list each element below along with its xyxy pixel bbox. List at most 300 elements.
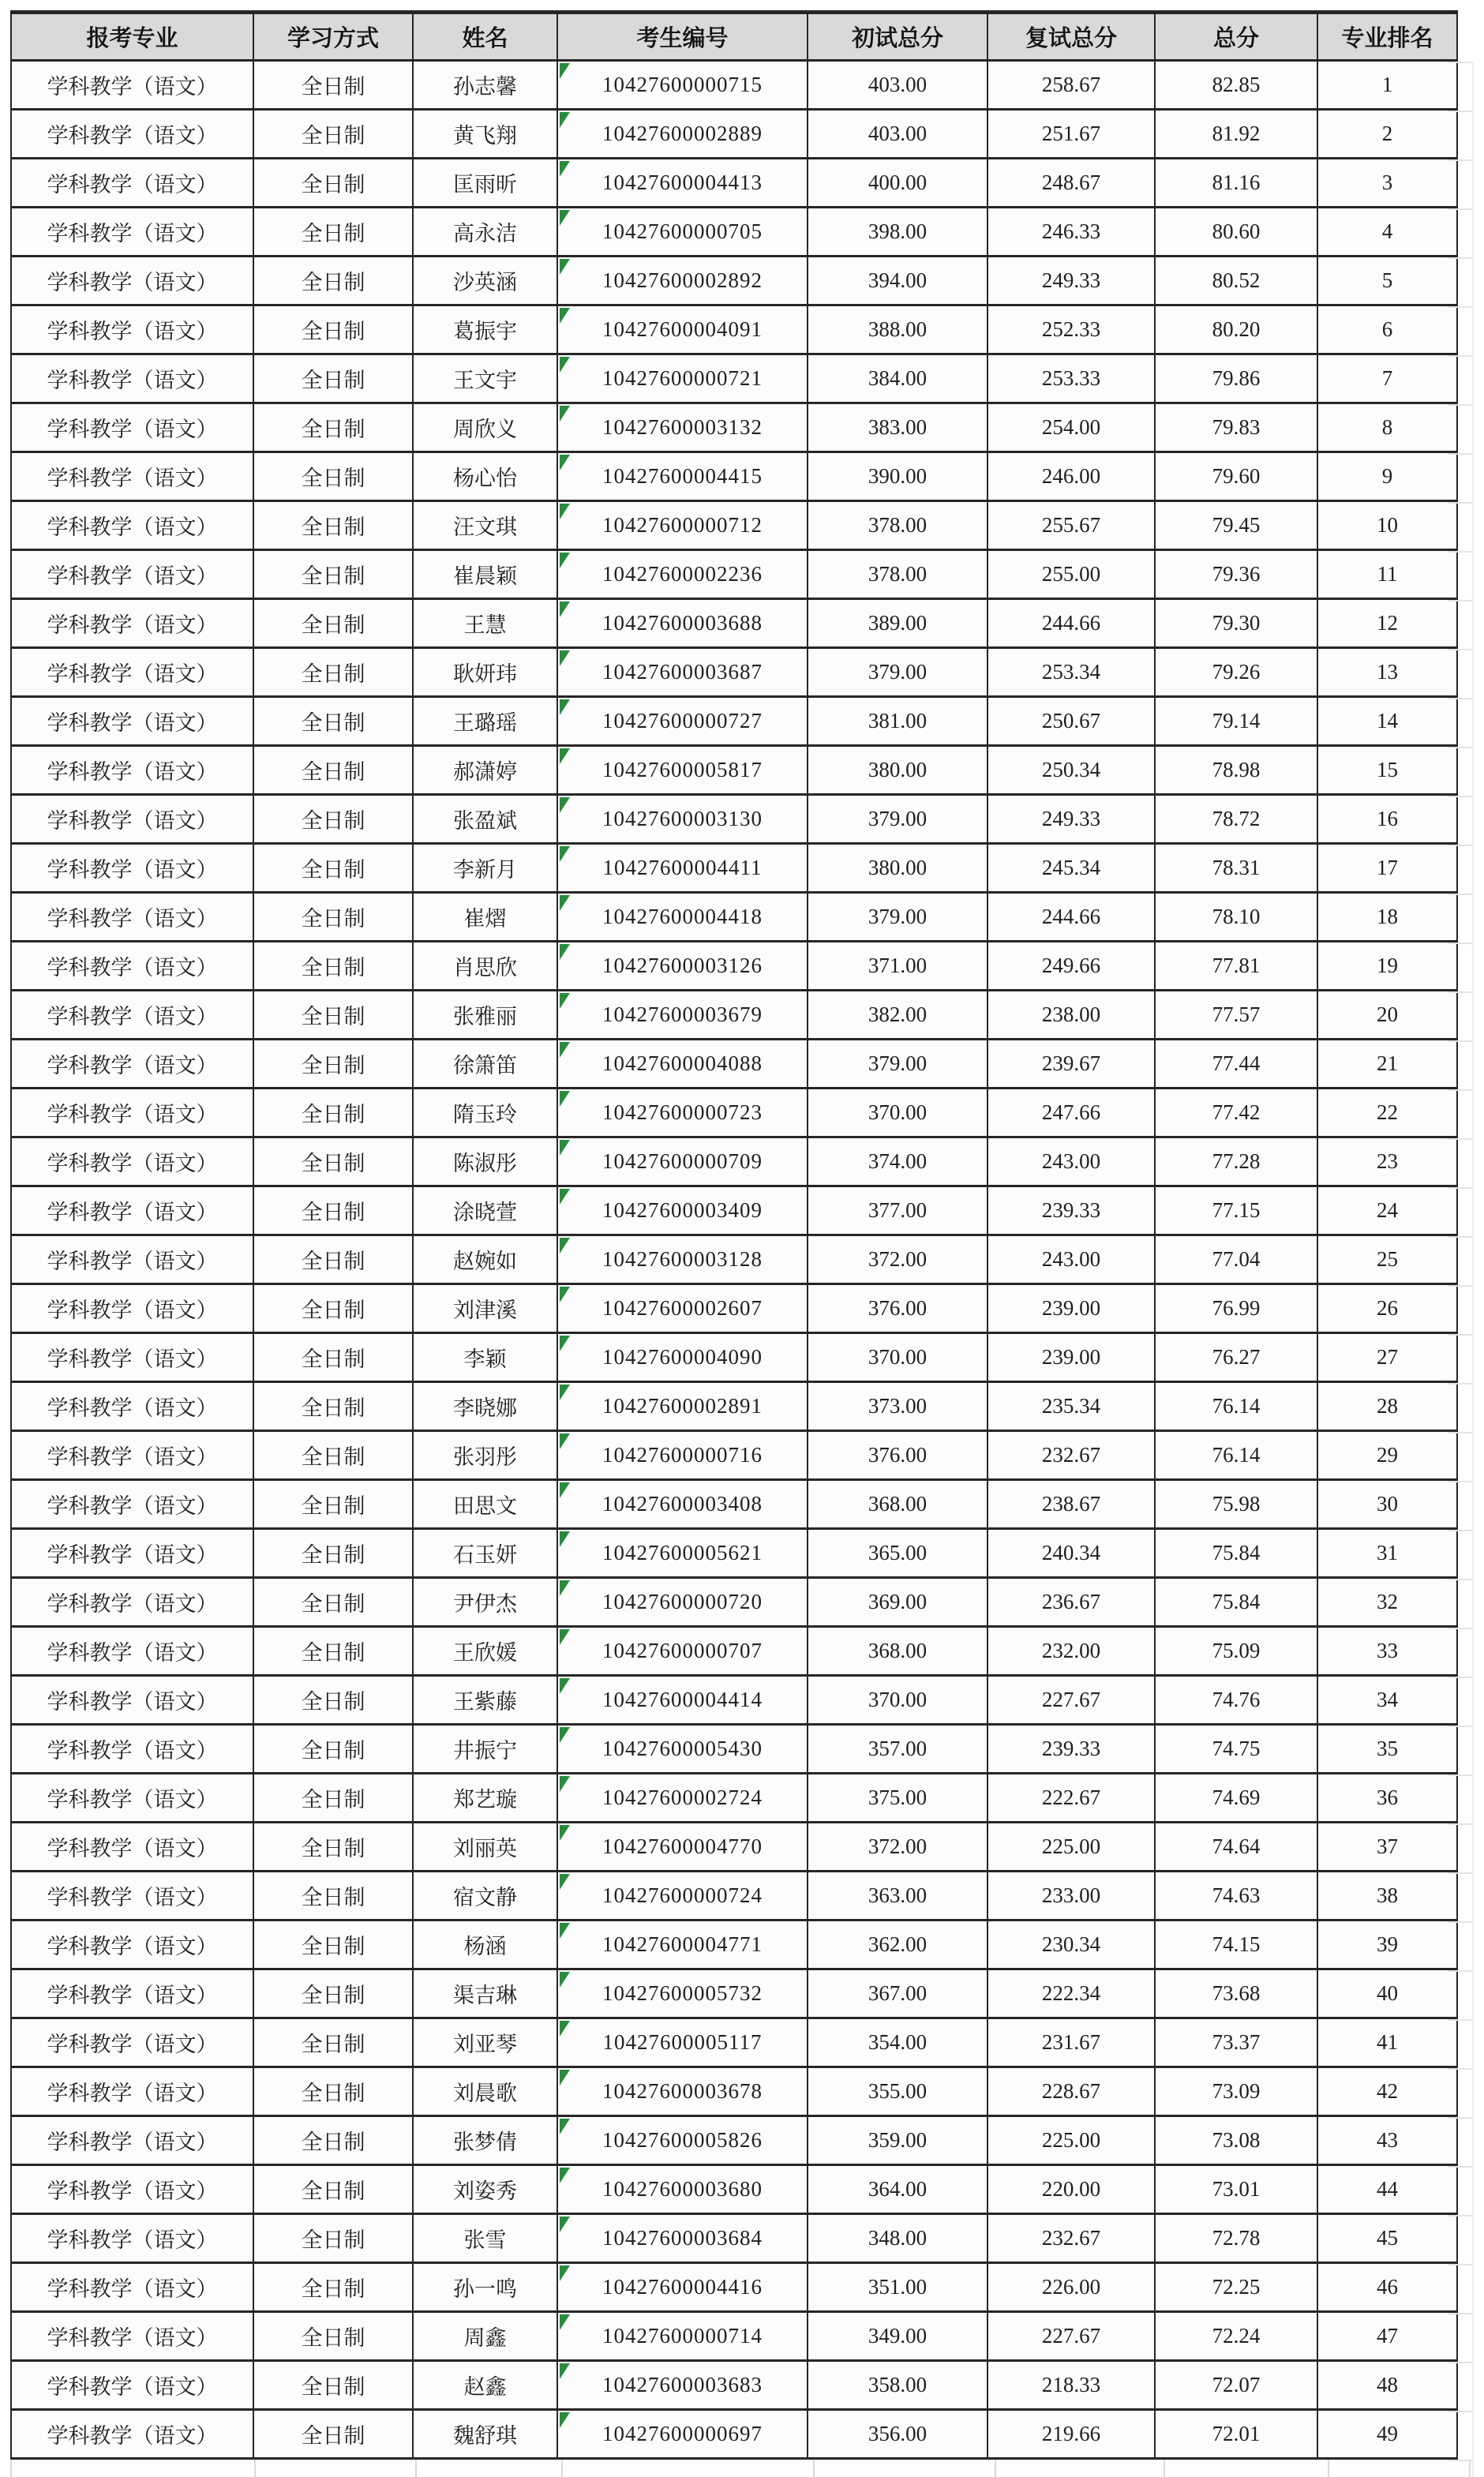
cell-total-score[interactable]: 72.07: [1155, 2361, 1317, 2410]
cell-retest-score[interactable]: 227.67: [987, 2312, 1155, 2361]
cell-study-mode[interactable]: 全日制: [253, 2116, 413, 2165]
cell-study-mode[interactable]: 全日制: [253, 648, 413, 697]
cell-rank[interactable]: 44: [1317, 2165, 1457, 2214]
cell-initial-score[interactable]: 388.00: [808, 305, 987, 354]
cell-study-mode[interactable]: 全日制: [253, 110, 413, 159]
cell-study-mode[interactable]: 全日制: [253, 1186, 413, 1235]
cell-initial-score[interactable]: 403.00: [808, 110, 987, 159]
cell-total-score[interactable]: 72.24: [1155, 2312, 1317, 2361]
cell-retest-score[interactable]: 239.67: [987, 1040, 1155, 1089]
column-header-initial-score[interactable]: 初试总分: [808, 13, 987, 61]
cell-retest-score[interactable]: 236.67: [987, 1578, 1155, 1627]
cell-rank[interactable]: 30: [1317, 1480, 1457, 1529]
cell-total-score[interactable]: 74.75: [1155, 1725, 1317, 1774]
cell-name[interactable]: 井振宁: [413, 1725, 557, 1774]
cell-retest-score[interactable]: 253.34: [987, 648, 1155, 697]
cell-total-score[interactable]: 79.45: [1155, 501, 1317, 550]
cell-candidate-id[interactable]: [557, 1872, 808, 1921]
cell-major[interactable]: 学科教学（语文）: [11, 354, 253, 403]
cell-candidate-id[interactable]: [557, 1578, 808, 1627]
cell-name[interactable]: 肖思欣: [413, 942, 557, 991]
cell-study-mode[interactable]: 全日制: [253, 697, 413, 746]
cell-rank[interactable]: 9: [1317, 452, 1457, 501]
cell-major[interactable]: 学科教学（语文）: [11, 305, 253, 354]
cell-initial-score[interactable]: 370.00: [808, 1333, 987, 1382]
cell-total-score[interactable]: 78.31: [1155, 844, 1317, 893]
cell-initial-score[interactable]: 364.00: [808, 2165, 987, 2214]
cell-major[interactable]: 学科教学（语文）: [11, 2410, 253, 2459]
cell-study-mode[interactable]: 全日制: [253, 2165, 413, 2214]
cell-total-score[interactable]: 77.81: [1155, 942, 1317, 991]
cell-retest-score[interactable]: 243.00: [987, 1235, 1155, 1284]
cell-study-mode[interactable]: 全日制: [253, 1921, 413, 1969]
cell-major[interactable]: 学科教学（语文）: [11, 1578, 253, 1627]
cell-retest-score[interactable]: 254.00: [987, 403, 1155, 452]
cell-major[interactable]: 学科教学（语文）: [11, 1774, 253, 1823]
cell-retest-score[interactable]: 225.00: [987, 2116, 1155, 2165]
cell-initial-score[interactable]: 381.00: [808, 697, 987, 746]
cell-initial-score[interactable]: 372.00: [808, 1235, 987, 1284]
cell-major[interactable]: 学科教学（语文）: [11, 697, 253, 746]
cell-total-score[interactable]: 79.26: [1155, 648, 1317, 697]
cell-total-score[interactable]: 79.14: [1155, 697, 1317, 746]
cell-name[interactable]: 高永洁: [413, 208, 557, 257]
cell-study-mode[interactable]: 全日制: [253, 1089, 413, 1137]
cell-rank[interactable]: 49: [1317, 2410, 1457, 2459]
cell-name[interactable]: 涂晓萱: [413, 1186, 557, 1235]
cell-major[interactable]: 学科教学（语文）: [11, 1186, 253, 1235]
cell-initial-score[interactable]: 370.00: [808, 1676, 987, 1725]
cell-retest-score[interactable]: 248.67: [987, 159, 1155, 208]
cell-rank[interactable]: 41: [1317, 2018, 1457, 2067]
cell-name[interactable]: 周欣义: [413, 403, 557, 452]
cell-initial-score[interactable]: 389.00: [808, 599, 987, 648]
cell-rank[interactable]: 4: [1317, 208, 1457, 257]
cell-rank[interactable]: 12: [1317, 599, 1457, 648]
cell-initial-score[interactable]: 368.00: [808, 1627, 987, 1676]
cell-study-mode[interactable]: 全日制: [253, 501, 413, 550]
cell-candidate-id[interactable]: [557, 2116, 808, 2165]
cell-retest-score[interactable]: 244.66: [987, 599, 1155, 648]
cell-total-score[interactable]: 76.27: [1155, 1333, 1317, 1382]
cell-retest-score[interactable]: 246.33: [987, 208, 1155, 257]
cell-rank[interactable]: 14: [1317, 697, 1457, 746]
cell-initial-score[interactable]: 403.00: [808, 61, 987, 110]
cell-initial-score[interactable]: 398.00: [808, 208, 987, 257]
cell-major[interactable]: 学科教学（语文）: [11, 1431, 253, 1480]
cell-total-score[interactable]: 76.14: [1155, 1382, 1317, 1431]
cell-major[interactable]: 学科教学（语文）: [11, 257, 253, 305]
cell-total-score[interactable]: 72.25: [1155, 2263, 1317, 2312]
cell-major[interactable]: 学科教学（语文）: [11, 2067, 253, 2116]
cell-retest-score[interactable]: 239.33: [987, 1725, 1155, 1774]
cell-rank[interactable]: 24: [1317, 1186, 1457, 1235]
cell-initial-score[interactable]: 351.00: [808, 2263, 987, 2312]
cell-major[interactable]: 学科教学（语文）: [11, 2263, 253, 2312]
cell-major[interactable]: 学科教学（语文）: [11, 208, 253, 257]
cell-candidate-id[interactable]: [557, 1040, 808, 1089]
cell-total-score[interactable]: 77.04: [1155, 1235, 1317, 1284]
cell-major[interactable]: 学科教学（语文）: [11, 550, 253, 599]
cell-total-score[interactable]: 74.76: [1155, 1676, 1317, 1725]
cell-retest-score[interactable]: 233.00: [987, 1872, 1155, 1921]
cell-candidate-id[interactable]: [557, 1333, 808, 1382]
cell-initial-score[interactable]: 349.00: [808, 2312, 987, 2361]
cell-retest-score[interactable]: 251.67: [987, 110, 1155, 159]
cell-name[interactable]: 郑艺璇: [413, 1774, 557, 1823]
cell-total-score[interactable]: 81.16: [1155, 159, 1317, 208]
cell-name[interactable]: 崔熠: [413, 893, 557, 942]
cell-rank[interactable]: 29: [1317, 1431, 1457, 1480]
cell-candidate-id[interactable]: [557, 697, 808, 746]
cell-retest-score[interactable]: 232.67: [987, 2214, 1155, 2263]
cell-retest-score[interactable]: 225.00: [987, 1823, 1155, 1872]
cell-name[interactable]: 张羽彤: [413, 1431, 557, 1480]
cell-initial-score[interactable]: 369.00: [808, 1578, 987, 1627]
cell-candidate-id[interactable]: [557, 1089, 808, 1137]
cell-study-mode[interactable]: 全日制: [253, 1872, 413, 1921]
cell-candidate-id[interactable]: [557, 61, 808, 110]
cell-study-mode[interactable]: 全日制: [253, 1969, 413, 2018]
cell-candidate-id[interactable]: [557, 2263, 808, 2312]
cell-candidate-id[interactable]: [557, 110, 808, 159]
cell-total-score[interactable]: 80.52: [1155, 257, 1317, 305]
cell-rank[interactable]: 38: [1317, 1872, 1457, 1921]
cell-major[interactable]: 学科教学（语文）: [11, 2165, 253, 2214]
cell-study-mode[interactable]: 全日制: [253, 1578, 413, 1627]
cell-major[interactable]: 学科教学（语文）: [11, 1333, 253, 1382]
cell-study-mode[interactable]: 全日制: [253, 991, 413, 1040]
cell-retest-score[interactable]: 258.67: [987, 61, 1155, 110]
cell-name[interactable]: 王紫藤: [413, 1676, 557, 1725]
cell-name[interactable]: 刘晨歌: [413, 2067, 557, 2116]
cell-rank[interactable]: 7: [1317, 354, 1457, 403]
cell-total-score[interactable]: 76.99: [1155, 1284, 1317, 1333]
cell-retest-score[interactable]: 250.67: [987, 697, 1155, 746]
cell-rank[interactable]: 3: [1317, 159, 1457, 208]
cell-name[interactable]: 汪文琪: [413, 501, 557, 550]
cell-rank[interactable]: 23: [1317, 1137, 1457, 1186]
cell-rank[interactable]: 32: [1317, 1578, 1457, 1627]
cell-retest-score[interactable]: 243.00: [987, 1137, 1155, 1186]
cell-name[interactable]: 宿文静: [413, 1872, 557, 1921]
cell-major[interactable]: 学科教学（语文）: [11, 599, 253, 648]
cell-study-mode[interactable]: 全日制: [253, 550, 413, 599]
cell-initial-score[interactable]: 379.00: [808, 893, 987, 942]
cell-rank[interactable]: 5: [1317, 257, 1457, 305]
cell-study-mode[interactable]: 全日制: [253, 1382, 413, 1431]
cell-candidate-id[interactable]: [557, 1774, 808, 1823]
cell-candidate-id[interactable]: [557, 2214, 808, 2263]
cell-rank[interactable]: 15: [1317, 746, 1457, 795]
cell-candidate-id[interactable]: [557, 746, 808, 795]
cell-total-score[interactable]: 77.42: [1155, 1089, 1317, 1137]
cell-name[interactable]: 赵鑫: [413, 2361, 557, 2410]
cell-rank[interactable]: 2: [1317, 110, 1457, 159]
cell-retest-score[interactable]: 255.67: [987, 501, 1155, 550]
cell-name[interactable]: 刘丽英: [413, 1823, 557, 1872]
cell-study-mode[interactable]: 全日制: [253, 403, 413, 452]
cell-major[interactable]: 学科教学（语文）: [11, 1969, 253, 2018]
cell-initial-score[interactable]: 354.00: [808, 2018, 987, 2067]
cell-retest-score[interactable]: 247.66: [987, 1089, 1155, 1137]
cell-name[interactable]: 李晓娜: [413, 1382, 557, 1431]
cell-rank[interactable]: 27: [1317, 1333, 1457, 1382]
cell-total-score[interactable]: 74.69: [1155, 1774, 1317, 1823]
cell-initial-score[interactable]: 357.00: [808, 1725, 987, 1774]
cell-total-score[interactable]: 73.09: [1155, 2067, 1317, 2116]
cell-retest-score[interactable]: 238.00: [987, 991, 1155, 1040]
cell-rank[interactable]: 36: [1317, 1774, 1457, 1823]
cell-major[interactable]: 学科教学（语文）: [11, 1382, 253, 1431]
cell-rank[interactable]: 16: [1317, 795, 1457, 844]
cell-total-score[interactable]: 78.98: [1155, 746, 1317, 795]
cell-total-score[interactable]: 75.09: [1155, 1627, 1317, 1676]
cell-initial-score[interactable]: 374.00: [808, 1137, 987, 1186]
cell-major[interactable]: 学科教学（语文）: [11, 1872, 253, 1921]
cell-name[interactable]: 杨涵: [413, 1921, 557, 1969]
cell-study-mode[interactable]: 全日制: [253, 1040, 413, 1089]
cell-total-score[interactable]: 81.92: [1155, 110, 1317, 159]
cell-retest-score[interactable]: 228.67: [987, 2067, 1155, 2116]
cell-retest-score[interactable]: 219.66: [987, 2410, 1155, 2459]
cell-rank[interactable]: 42: [1317, 2067, 1457, 2116]
cell-retest-score[interactable]: 232.67: [987, 1431, 1155, 1480]
cell-study-mode[interactable]: 全日制: [253, 61, 413, 110]
cell-name[interactable]: 石玉妍: [413, 1529, 557, 1578]
cell-rank[interactable]: 21: [1317, 1040, 1457, 1089]
cell-rank[interactable]: 8: [1317, 403, 1457, 452]
cell-major[interactable]: 学科教学（语文）: [11, 1627, 253, 1676]
cell-name[interactable]: 赵婉如: [413, 1235, 557, 1284]
cell-retest-score[interactable]: 238.67: [987, 1480, 1155, 1529]
cell-study-mode[interactable]: 全日制: [253, 1725, 413, 1774]
cell-candidate-id[interactable]: [557, 1284, 808, 1333]
cell-initial-score[interactable]: 376.00: [808, 1431, 987, 1480]
cell-study-mode[interactable]: 全日制: [253, 1431, 413, 1480]
cell-major[interactable]: 学科教学（语文）: [11, 942, 253, 991]
cell-major[interactable]: 学科教学（语文）: [11, 1040, 253, 1089]
cell-study-mode[interactable]: 全日制: [253, 2361, 413, 2410]
cell-name[interactable]: 孙一鸣: [413, 2263, 557, 2312]
cell-total-score[interactable]: 77.15: [1155, 1186, 1317, 1235]
cell-candidate-id[interactable]: [557, 208, 808, 257]
cell-name[interactable]: 耿妍玮: [413, 648, 557, 697]
cell-candidate-id[interactable]: [557, 1382, 808, 1431]
cell-candidate-id[interactable]: [557, 257, 808, 305]
cell-major[interactable]: 学科教学（语文）: [11, 648, 253, 697]
column-header-total-score[interactable]: 总分: [1155, 13, 1317, 61]
cell-rank[interactable]: 26: [1317, 1284, 1457, 1333]
cell-initial-score[interactable]: 384.00: [808, 354, 987, 403]
cell-name[interactable]: 周鑫: [413, 2312, 557, 2361]
cell-major[interactable]: 学科教学（语文）: [11, 2214, 253, 2263]
cell-total-score[interactable]: 77.28: [1155, 1137, 1317, 1186]
cell-candidate-id[interactable]: [557, 403, 808, 452]
cell-candidate-id[interactable]: [557, 2067, 808, 2116]
cell-retest-score[interactable]: 240.34: [987, 1529, 1155, 1578]
cell-name[interactable]: 尹伊杰: [413, 1578, 557, 1627]
cell-name[interactable]: 张雅丽: [413, 991, 557, 1040]
cell-rank[interactable]: 46: [1317, 2263, 1457, 2312]
cell-initial-score[interactable]: 348.00: [808, 2214, 987, 2263]
cell-retest-score[interactable]: 230.34: [987, 1921, 1155, 1969]
cell-rank[interactable]: 19: [1317, 942, 1457, 991]
cell-total-score[interactable]: 73.37: [1155, 2018, 1317, 2067]
cell-total-score[interactable]: 73.68: [1155, 1969, 1317, 2018]
cell-retest-score[interactable]: 253.33: [987, 354, 1155, 403]
column-header-rank[interactable]: 专业排名: [1317, 13, 1457, 61]
cell-major[interactable]: 学科教学（语文）: [11, 2116, 253, 2165]
cell-candidate-id[interactable]: [557, 1676, 808, 1725]
cell-candidate-id[interactable]: [557, 2165, 808, 2214]
cell-candidate-id[interactable]: [557, 305, 808, 354]
cell-major[interactable]: 学科教学（语文）: [11, 452, 253, 501]
cell-name[interactable]: 杨心怡: [413, 452, 557, 501]
cell-initial-score[interactable]: 383.00: [808, 403, 987, 452]
cell-total-score[interactable]: 79.60: [1155, 452, 1317, 501]
cell-study-mode[interactable]: 全日制: [253, 452, 413, 501]
cell-study-mode[interactable]: 全日制: [253, 1137, 413, 1186]
cell-initial-score[interactable]: 380.00: [808, 746, 987, 795]
cell-study-mode[interactable]: 全日制: [253, 2410, 413, 2459]
cell-name[interactable]: 黄飞翔: [413, 110, 557, 159]
cell-major[interactable]: 学科教学（语文）: [11, 746, 253, 795]
cell-initial-score[interactable]: 372.00: [808, 1823, 987, 1872]
cell-study-mode[interactable]: 全日制: [253, 1774, 413, 1823]
cell-candidate-id[interactable]: [557, 159, 808, 208]
cell-initial-score[interactable]: 376.00: [808, 1284, 987, 1333]
cell-candidate-id[interactable]: [557, 942, 808, 991]
cell-study-mode[interactable]: 全日制: [253, 1823, 413, 1872]
cell-name[interactable]: 张梦倩: [413, 2116, 557, 2165]
cell-major[interactable]: 学科教学（语文）: [11, 1676, 253, 1725]
cell-study-mode[interactable]: 全日制: [253, 2263, 413, 2312]
column-header-candidate-id[interactable]: 考生编号: [557, 13, 808, 61]
cell-total-score[interactable]: 72.78: [1155, 2214, 1317, 2263]
cell-rank[interactable]: 13: [1317, 648, 1457, 697]
cell-total-score[interactable]: 75.84: [1155, 1529, 1317, 1578]
cell-name[interactable]: 陈淑彤: [413, 1137, 557, 1186]
cell-rank[interactable]: 34: [1317, 1676, 1457, 1725]
cell-rank[interactable]: 40: [1317, 1969, 1457, 2018]
cell-retest-score[interactable]: 252.33: [987, 305, 1155, 354]
cell-major[interactable]: 学科教学（语文）: [11, 795, 253, 844]
column-header-major[interactable]: 报考专业: [11, 13, 253, 61]
cell-name[interactable]: 张盈斌: [413, 795, 557, 844]
cell-total-score[interactable]: 78.72: [1155, 795, 1317, 844]
cell-name[interactable]: 刘姿秀: [413, 2165, 557, 2214]
cell-candidate-id[interactable]: [557, 1627, 808, 1676]
cell-total-score[interactable]: 73.08: [1155, 2116, 1317, 2165]
cell-total-score[interactable]: 75.84: [1155, 1578, 1317, 1627]
cell-retest-score[interactable]: 239.00: [987, 1284, 1155, 1333]
cell-retest-score[interactable]: 226.00: [987, 2263, 1155, 2312]
cell-name[interactable]: 崔晨颖: [413, 550, 557, 599]
cell-retest-score[interactable]: 220.00: [987, 2165, 1155, 2214]
cell-rank[interactable]: 33: [1317, 1627, 1457, 1676]
cell-retest-score[interactable]: 235.34: [987, 1382, 1155, 1431]
cell-initial-score[interactable]: 355.00: [808, 2067, 987, 2116]
cell-total-score[interactable]: 78.10: [1155, 893, 1317, 942]
cell-candidate-id[interactable]: [557, 2410, 808, 2459]
cell-major[interactable]: 学科教学（语文）: [11, 2312, 253, 2361]
cell-initial-score[interactable]: 371.00: [808, 942, 987, 991]
cell-retest-score[interactable]: 239.00: [987, 1333, 1155, 1382]
cell-retest-score[interactable]: 249.33: [987, 795, 1155, 844]
cell-name[interactable]: 刘津溪: [413, 1284, 557, 1333]
column-header-name[interactable]: 姓名: [413, 13, 557, 61]
cell-rank[interactable]: 47: [1317, 2312, 1457, 2361]
cell-retest-score[interactable]: 246.00: [987, 452, 1155, 501]
cell-retest-score[interactable]: 244.66: [987, 893, 1155, 942]
cell-candidate-id[interactable]: [557, 1137, 808, 1186]
cell-initial-score[interactable]: 365.00: [808, 1529, 987, 1578]
cell-candidate-id[interactable]: [557, 2312, 808, 2361]
cell-rank[interactable]: 6: [1317, 305, 1457, 354]
cell-study-mode[interactable]: 全日制: [253, 159, 413, 208]
cell-name[interactable]: 刘亚琴: [413, 2018, 557, 2067]
cell-study-mode[interactable]: 全日制: [253, 208, 413, 257]
cell-study-mode[interactable]: 全日制: [253, 1480, 413, 1529]
cell-major[interactable]: 学科教学（语文）: [11, 1235, 253, 1284]
cell-major[interactable]: 学科教学（语文）: [11, 159, 253, 208]
cell-initial-score[interactable]: 377.00: [808, 1186, 987, 1235]
cell-candidate-id[interactable]: [557, 1921, 808, 1969]
cell-study-mode[interactable]: 全日制: [253, 1627, 413, 1676]
cell-initial-score[interactable]: 380.00: [808, 844, 987, 893]
cell-initial-score[interactable]: 362.00: [808, 1921, 987, 1969]
cell-name[interactable]: 李颖: [413, 1333, 557, 1382]
cell-initial-score[interactable]: 379.00: [808, 1040, 987, 1089]
cell-retest-score[interactable]: 231.67: [987, 2018, 1155, 2067]
cell-name[interactable]: 沙英涵: [413, 257, 557, 305]
cell-candidate-id[interactable]: [557, 795, 808, 844]
cell-initial-score[interactable]: 378.00: [808, 501, 987, 550]
cell-rank[interactable]: 37: [1317, 1823, 1457, 1872]
cell-rank[interactable]: 48: [1317, 2361, 1457, 2410]
cell-name[interactable]: 王欣媛: [413, 1627, 557, 1676]
cell-major[interactable]: 学科教学（语文）: [11, 2018, 253, 2067]
cell-major[interactable]: 学科教学（语文）: [11, 1137, 253, 1186]
cell-study-mode[interactable]: 全日制: [253, 1333, 413, 1382]
cell-total-score[interactable]: 74.15: [1155, 1921, 1317, 1969]
cell-retest-score[interactable]: 218.33: [987, 2361, 1155, 2410]
cell-initial-score[interactable]: 358.00: [808, 2361, 987, 2410]
cell-rank[interactable]: 39: [1317, 1921, 1457, 1969]
cell-total-score[interactable]: 79.86: [1155, 354, 1317, 403]
cell-name[interactable]: 孙志馨: [413, 61, 557, 110]
cell-retest-score[interactable]: 249.33: [987, 257, 1155, 305]
cell-study-mode[interactable]: 全日制: [253, 2214, 413, 2263]
cell-study-mode[interactable]: 全日制: [253, 942, 413, 991]
cell-candidate-id[interactable]: [557, 1969, 808, 2018]
cell-rank[interactable]: 43: [1317, 2116, 1457, 2165]
cell-candidate-id[interactable]: [557, 1823, 808, 1872]
cell-retest-score[interactable]: 222.67: [987, 1774, 1155, 1823]
cell-name[interactable]: 李新月: [413, 844, 557, 893]
cell-study-mode[interactable]: 全日制: [253, 2312, 413, 2361]
cell-name[interactable]: 王慧: [413, 599, 557, 648]
cell-retest-score[interactable]: 227.67: [987, 1676, 1155, 1725]
cell-retest-score[interactable]: 250.34: [987, 746, 1155, 795]
cell-initial-score[interactable]: 370.00: [808, 1089, 987, 1137]
cell-initial-score[interactable]: 382.00: [808, 991, 987, 1040]
cell-candidate-id[interactable]: [557, 354, 808, 403]
cell-candidate-id[interactable]: [557, 1186, 808, 1235]
cell-rank[interactable]: 17: [1317, 844, 1457, 893]
cell-initial-score[interactable]: 359.00: [808, 2116, 987, 2165]
